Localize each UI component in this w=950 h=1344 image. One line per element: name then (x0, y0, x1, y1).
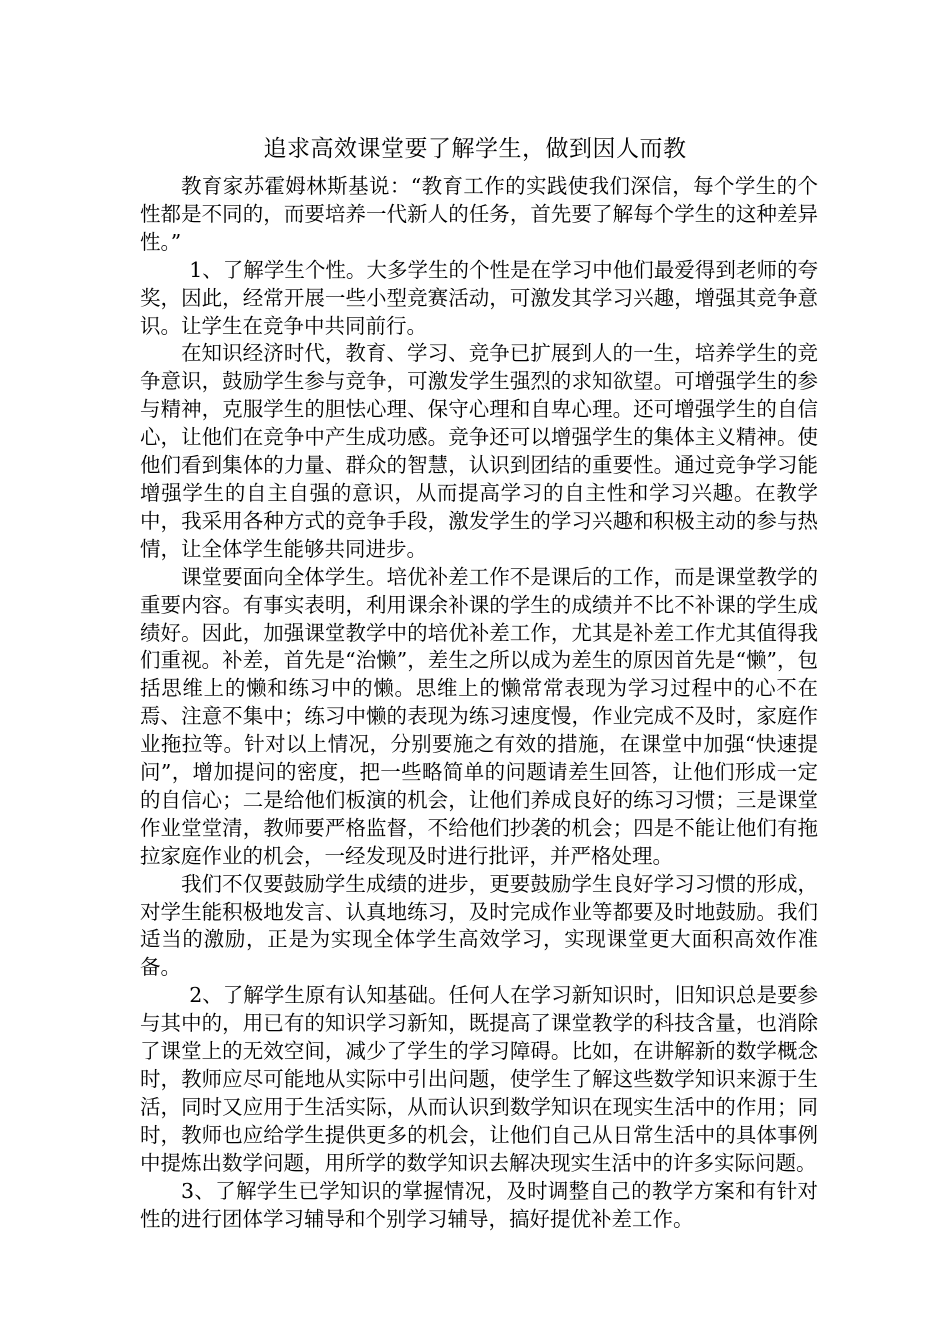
paragraph-quote: 教育家苏霍姆林斯基说：“教育工作的实践使我们深信，每个学生的个性都是不同的，而要培养一代新人的任务，首先要了解每个学生的这种差异性。” (140, 174, 818, 254)
paragraph-point-1: 1、了解学生个性。大多学生的个性是在学习中他们最爱得到老师的夸奖，因此，经常开展一些小型竞赛活动，可激发其学习兴趣，增强其竞争意识。让学生在竞争中共同前行。 (140, 257, 818, 338)
paragraph-encouragement: 我们不仅要鼓励学生成绩的进步，更要鼓励学生良好学习习惯的形成，对学生能积极地发言、认真地练习，及时完成作业等都要及时地鼓励。我们适当的激励，正是为实现全体学生高效学习，实现课堂更大面积高效作准备。 (140, 871, 818, 980)
document-title: 追求高效课堂要了解学生，做到因人而教 (263, 136, 687, 162)
paragraph-competition: 在知识经济时代，教育、学习、竞争已扩展到人的一生，培养学生的竞争意识，鼓励学生参与竞争，可激发学生强烈的求知欲望。可增强学生的参与精神，克服学生的胆怯心理、保守心理和自卑心理。还可增强学生的自信心，让他们在竞争中产生成功感。竞争还可以增强学生的集体主义精神。使他们看到集体的力量、群众的智慧，认识到团结的重要性。通过竞争学习能增强学生的自主自强的意识，从而提高学习的自主性和学习兴趣。在教学中，我采用各种方式的竞争手段，激发学生的学习兴趣和积极主动的参与热情，让全体学生能够共同进步。 (140, 341, 818, 561)
paragraph-classroom: 课堂要面向全体学生。培优补差工作不是课后的工作，而是课堂教学的重要内容。有事实表明，利用课余补课的学生的成绩并不比不补课的学生成绩好。因此，加强课堂教学中的培优补差工作，尤其是补差工作尤其值得我们重视。补差，首先是“治懒”，差生之所以成为差生的原因首先是“懒”，包括思维上的懒和练习中的懒。思维上的懒常常表现为学习过程中的心不在焉、注意不集中；练习中懒的表现为练习速度慢，作业完成不及时，家庭作业拖拉等。针对以上情况，分别要施之有效的措施，在课堂中加强“快速提问”，增加提问的密度，把一些略简单的问题请差生回答，让他们形成一定的自信心；二是给他们板演的机会，让他们养成良好的练习习惯；三是课堂作业堂堂清，教师要严格监督，不给他们抄袭的机会；四是不能让他们有拖拉家庭作业的机会，一经发现及时进行批评，并严格处理。 (140, 564, 818, 868)
paragraph-point-2: 2、了解学生原有认知基础。任何人在学习新知识时，旧知识总是要参与其中的，用已有的知识学习新知，既提高了课堂教学的科技含量，也消除了课堂上的无效空间，减少了学生的学习障碍。比如，在讲解新的数学概念时，教师应尽可能地从实际中引出问题，使学生了解这些数学知识来源于生活，同时又应用于生活实际，从而认识到数学知识在现实生活中的作用；同时，教师也应给学生提供更多的机会，让他们自己从日常生活中的具体事例中提炼出数学问题，用所学的数学知识去解决现实生活中的许多实际问题。 (140, 983, 818, 1175)
paragraph-point-3: 3、了解学生已学知识的掌握情况，及时调整自己的教学方案和有针对性的进行团体学习辅导和个别学习辅导，搞好提优补差工作。 (140, 1178, 818, 1231)
document-body (140, 173, 818, 1233)
